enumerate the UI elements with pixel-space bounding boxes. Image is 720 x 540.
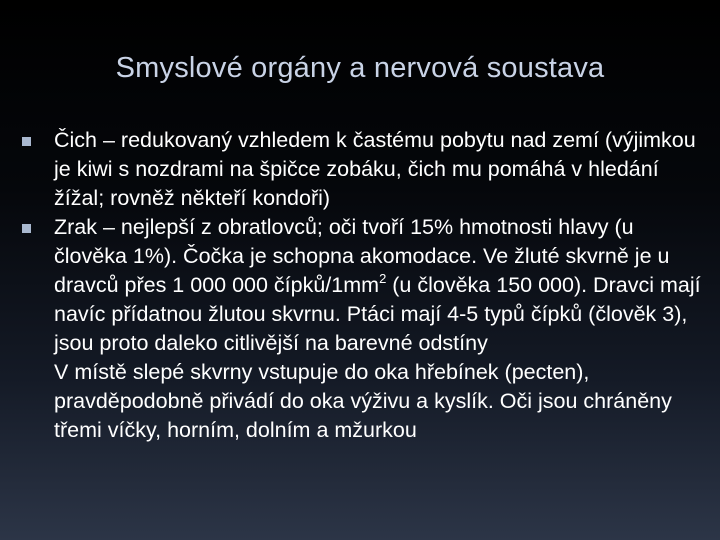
vision-text-part-2: (u člověka 150 000). Dravci mají navíc přídatnou žlutou skvrnu. Ptáci mají 4-5 typů čípků (člověk 3), jsou proto daleko citlivější na barevné odstíny <box>54 273 701 355</box>
bullet-text-vision <box>54 213 712 358</box>
superscript-2: 2 <box>379 271 387 286</box>
bullet-text-smell: Čich – redukovaný vzhledem k častému pobytu nad zemí (výjimkou je kiwi s nozdrami na špičce zobáku, čich mu pomáhá v hledání žížal; rovněž někteří kondoři) <box>54 128 696 210</box>
paragraph-pecten: V místě slepé skvrny vstupuje do oka hřebínek (pecten), pravděpodobně přivádí do oka výživu a kyslík. Oči jsou chráněny třemi víčky, horním, dolním a mžurkou <box>54 360 672 442</box>
square-bullet-icon <box>22 137 31 146</box>
bullet-marker <box>22 126 54 155</box>
bullet-marker <box>22 213 54 242</box>
bullet-item-vision <box>22 213 712 358</box>
vision-text-part-1: Zrak – nejlepší z obratlovců; oči tvoří 15% hmotnosti hlavy (u člověka 1%). Čočka je schopna akomodace. Ve žluté skvrně je u dravců přes 1 000 000 čípků/1mm <box>54 215 670 297</box>
square-bullet-icon <box>22 224 31 233</box>
bullet-item-smell <box>22 126 712 213</box>
slide-title: Smyslové orgány a nervová soustava <box>115 52 605 84</box>
slide-body <box>22 126 712 445</box>
